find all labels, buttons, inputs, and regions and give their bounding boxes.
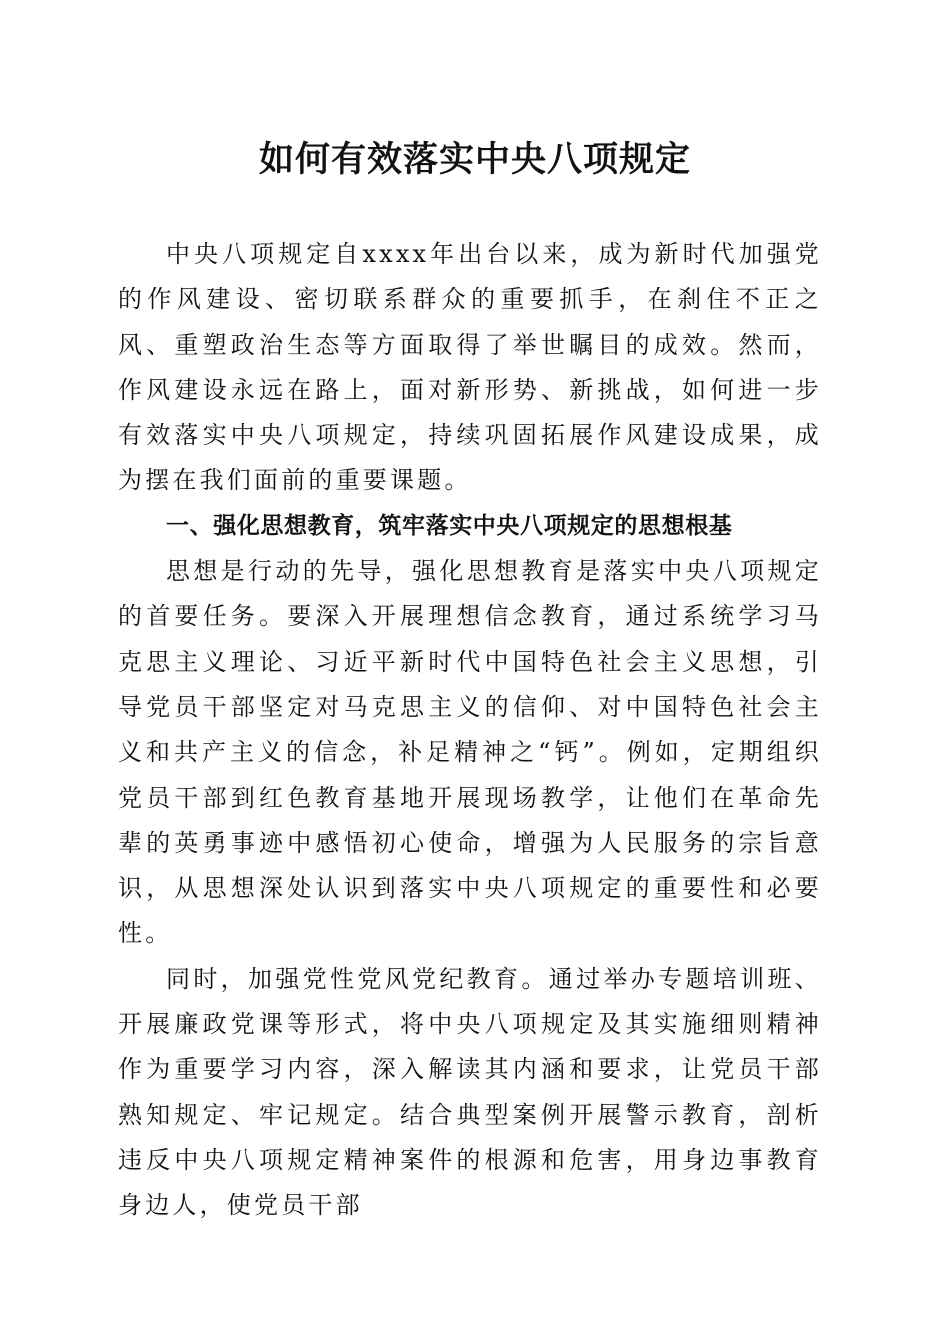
document-title: 如何有效落实中央八项规定	[258, 139, 691, 180]
intro-paragraph: 中央八项规定自xxxx年出台以来，成为新时代加强党的作风建设、密切联系群众的重要抓手，在刹住不正之风、重塑政治生态等方面取得了举世瞩目的成效。然而，作风建设永远在路上，面对新形势、新挑战，如何进一步有效落实中央八项规定，持续巩固拓展作风建设成果，成为摆在我们面前的重要课题。	[118, 240, 822, 495]
document-body	[118, 232, 822, 1229]
section-1-heading: 一、强化思想教育，筑牢落实中央八项规定的思想根基	[166, 512, 733, 539]
section-1-paragraph-2: 同时，加强党性党风党纪教育。通过举办专题培训班、开展廉政党课等形式，将中央八项规定及其实施细则精神作为重要学习内容，深入解读其内涵和要求，让党员干部熟知规定、牢记规定。结合典型案例开展警示教育，剖析违反中央八项规定精神案件的根源和危害，用身边事教育身边人，使党员干部	[118, 964, 822, 1220]
section-1-paragraph-1: 思想是行动的先导，强化思想教育是落实中央八项规定的首要任务。要深入开展理想信念教育，通过系统学习马克思主义理论、习近平新时代中国特色社会主义思想，引导党员干部坚定对马克思主义的信仰、对中国特色社会主义和共产主义的信念，补足精神之“钙”。例如，定期组织党员干部到红色教育基地开展现场教学，让他们在革命先辈的英勇事迹中感悟初心使命，增强为人民服务的宗旨意识，从思想深处认识到落实中央八项规定的重要性和必要性。	[118, 557, 822, 948]
